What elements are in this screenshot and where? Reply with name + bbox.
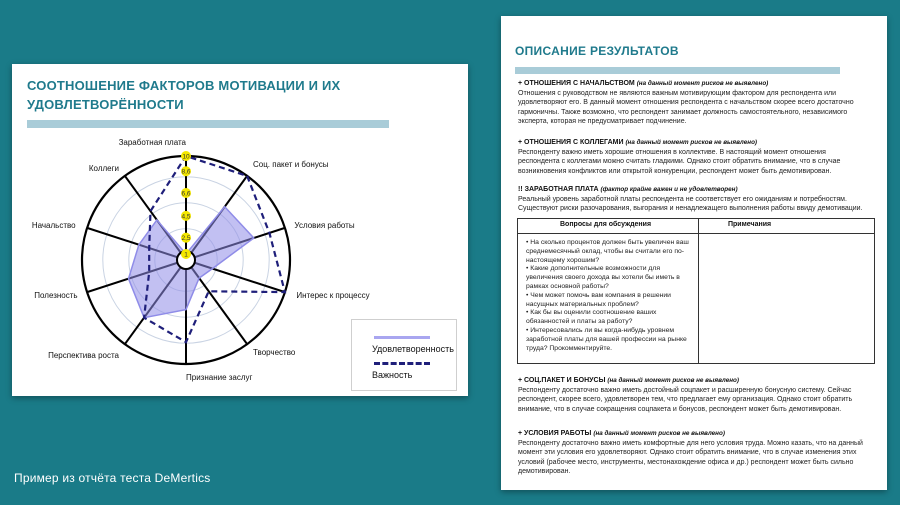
table-col-notes: Примечания — [728, 221, 772, 228]
list-item: • Интересовались ли вы когда-нибудь уровнем заработной платы для вашей профессии на рынке труда? Прокомментируйте. — [526, 326, 687, 352]
section-note: (на данный момент риcков не выявлено) — [625, 139, 758, 146]
results-title: ОПИСАНИЕ РЕЗУЛЬТАТОВ — [515, 44, 679, 58]
legend-swatch-satisfaction — [374, 336, 430, 339]
chart-title: СООТНОШЕНИЕ ФАКТОРОВ МОТИВАЦИИ И ИХ УДОВЛЕТВОРЁННОСТИ — [27, 78, 341, 112]
section-heading: + УСЛОВИЯ РАБОТЫ — [518, 430, 592, 437]
section-salary — [518, 185, 868, 214]
category-label: Соц. пакет и бонусы — [253, 159, 329, 169]
category-label: Условия работы — [294, 220, 355, 230]
category-label: Полезность — [34, 291, 78, 301]
question-list — [526, 239, 692, 353]
category-label: Перспектива роста — [48, 351, 119, 361]
section-text: Респонденту важно иметь хорошие отношения в коллективе. В настоящий момент отношения респондента с коллегами можно считать гладкими. Однако стоит обратить внимание, что в случае возникновения конфликтов или открытой конкуренции, респондент может быть демотивирован. — [518, 148, 841, 175]
category-label: Коллеги — [88, 163, 119, 173]
tick-label: 6,6 — [181, 190, 191, 198]
section-colleagues — [518, 138, 868, 176]
list-item: • Какие дополнительные возможности для увеличения своего дохода вы хотели бы иметь в рамках основной работы? — [526, 265, 680, 290]
section-heading: + ОТНОШЕНИЯ С КОЛЛЕГАМИ — [518, 139, 624, 146]
radar-report-page — [12, 64, 468, 396]
tick-label: 1 — [184, 251, 188, 259]
tick-label: 10 — [182, 153, 190, 161]
title-underline-bar — [27, 120, 389, 128]
section-note: (на данный момент рисков не выявлено) — [607, 377, 739, 384]
list-item: • Чем может помочь вам компания в решении насущных материальных проблем? — [526, 291, 671, 308]
section-text: Респонденту достаточно важно иметь комфортные для него условия труда. Можно казать, что на данный момент эти условия его удовлетворяют. Однако стоит обратить внимание, что в случае изменения этих условий (рабочее место, инструменты, местонахождение офиса и др.) респондент может быть сильно демотивирован. — [518, 439, 863, 476]
category-label: Творчество — [253, 348, 296, 358]
section-heading: + СОЦ.ПАКЕТ И БОНУСЫ — [518, 377, 606, 384]
table-col-questions: Вопросы для обсуждения — [560, 221, 652, 228]
legend-swatch-importance — [374, 362, 430, 365]
section-note: (на данный момент рисков не выявлено) — [636, 80, 769, 87]
legend-label-satisfaction: Удовлетворенность — [372, 344, 454, 354]
section-social-package — [518, 376, 868, 414]
category-label: Начальство — [31, 220, 76, 230]
caption: Пример из отчёта теста DeMertics — [14, 471, 211, 485]
section-heading: + ОТНОШЕНИЯ С НАЧАЛЬСТВОМ — [518, 80, 635, 87]
section-management — [518, 79, 868, 127]
tick-label: 2,5 — [181, 235, 191, 243]
list-item: • Как бы вы оценили соотношение ваших обязанностей и платы за работу? — [526, 309, 657, 326]
section-text: Респонденту достаточно важно иметь достойный соцпакет и расширенную бонусную систему. Сейчас респондент, скорее всего, удовлетворен тем, что предлагает ему организация. Однако стоит обратить внимание, что в случае сокращения соцпакета и бонусов, респондент может быть демотивирован. — [518, 386, 853, 413]
chart-legend — [351, 319, 457, 391]
section-text: Отношения с руководством не являются важным мотивирующим фактором для респондента или удовлетворяют его. В данный момент отношения респондента с начальством скорее всего достаточно гармоничны. Также возможно, что респондент занимает должность самостоятельного, независимого эксперта, которая не предусматривает подчинение. — [518, 89, 854, 126]
section-heading: !! ЗАРАБОТНАЯ ПЛАТА — [518, 186, 599, 193]
category-label: Заработная плата — [118, 138, 186, 147]
tick-label: 8,6 — [181, 168, 191, 176]
section-work-conditions — [518, 429, 868, 477]
results-title-bar — [515, 67, 840, 74]
category-label: Интерес к процессу — [296, 291, 370, 301]
results-description-page — [501, 16, 887, 490]
discussion-table — [517, 218, 875, 364]
section-note: (фактор крайне важен и не удовлетворен) — [600, 186, 738, 193]
section-note: (на данный момент рисков не выявлено) — [593, 430, 725, 437]
category-label: Признание заслуг — [186, 373, 253, 382]
tick-label: 4,5 — [181, 213, 191, 221]
list-item: • На сколько процентов должен быть увеличен ваш среднемесячный оклад, чтобы вы считали его по-настоящему хорошим? — [526, 239, 689, 264]
table-column-divider — [698, 219, 699, 363]
section-text: Реальный уровень заработной платы респондента не соответствует его ожиданиям и потребностям. Существуют риски разочарования, выгорания и ненадлежащего выполнения работы ввиду демотивации. — [518, 195, 863, 213]
legend-label-importance: Важность — [372, 370, 413, 380]
